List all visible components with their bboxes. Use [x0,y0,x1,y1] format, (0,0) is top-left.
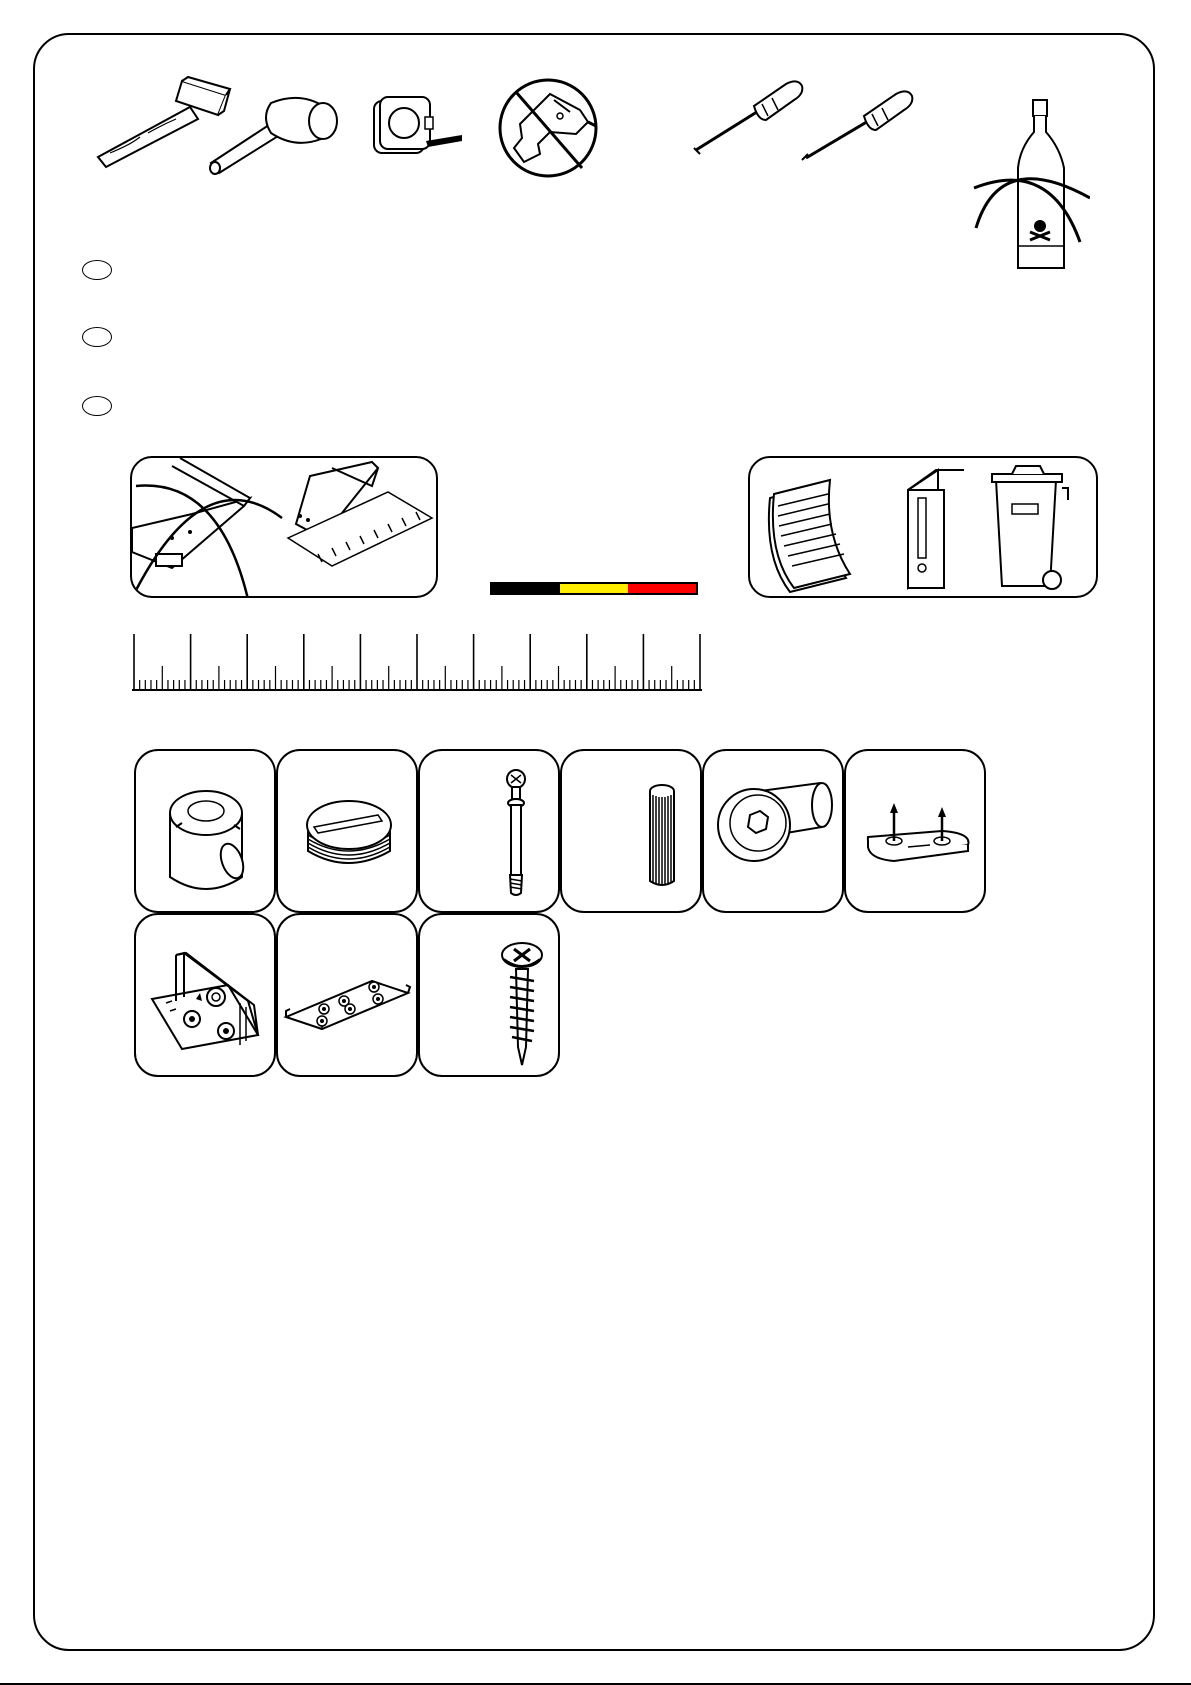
color-bar-black [492,584,560,593]
language-marker [82,327,112,347]
part-angle-bracket [134,913,276,1077]
wood-screw-icon [420,915,560,1077]
straight-connector-plate-icon [278,915,418,1077]
part-connector-sleeve-nut [702,749,844,913]
part-straight-connector-plate [276,913,418,1077]
flat-screwdriver-icon [800,86,930,166]
part-cam-lock-nut [134,749,276,913]
nail-glide-icon [846,751,986,913]
color-bar-red [628,584,696,593]
part-wooden-dowel [560,749,702,913]
recycle-packaging-icon [750,458,1098,598]
color-bar-yellow [560,584,628,593]
no-power-drill-icon [490,72,610,184]
ruler-icon [130,630,706,694]
language-marker [82,396,112,416]
color-bar [490,582,698,595]
part-wood-screw [418,913,560,1077]
part-nail-glide [844,749,986,913]
cam-lock-nut-icon [136,751,276,913]
wooden-dowel-icon [562,751,702,913]
angle-bracket-icon [136,915,276,1077]
tape-measure-icon [370,95,470,165]
connector-sleeve-nut-icon [704,751,844,913]
no-chemical-cleaner-icon [970,88,1090,273]
cam-bolt-icon [420,751,560,913]
protect-panels-on-floor-panel [130,456,438,598]
language-marker [82,260,112,280]
recycle-packaging-panel [748,456,1098,598]
part-cover-cap [276,749,418,913]
protect-panels-on-floor-icon [132,458,438,598]
part-cam-bolt [418,749,560,913]
cover-cap-icon [278,751,418,913]
rubber-mallet-icon [205,85,355,180]
